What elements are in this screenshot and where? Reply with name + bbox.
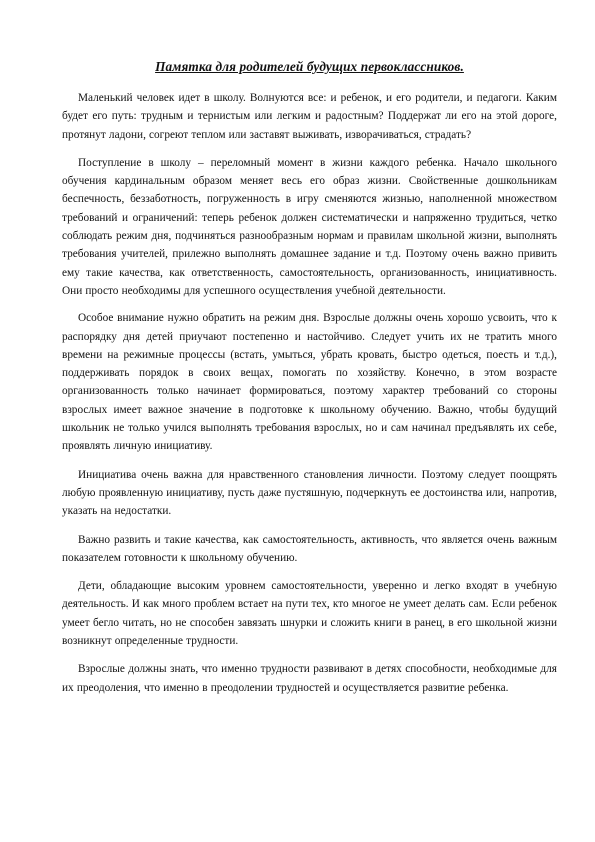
paragraph-difficulties: Взрослые должны знать, что именно трудности развивают в детях способности, необходимые для их преодоления, что именно в преодолении трудностей и осуществляется развитие ребенка. [62,663,557,694]
paragraph-independence: Важно развить и такие качества, как самостоятельность, активность, что является очень важным показателем готовности к школьному обучению. [62,533,557,564]
page-title: Памятка для родителей будущих первоклассников. [155,59,464,74]
paragraph-daily-routine: Особое внимание нужно обратить на режим дня. Взрослые должны очень хорошо усвоить, что к распорядку дня детей приучают постепенно и настойчиво. Следует учить их не тратить много времени на режимные процессы (встать, умыться, убрать кровать, быстро одеться, поесть и т.д.), поддерживать порядок в своих вещах, помогать по хозяйству. Конечно, в этом возрасте организованность только начинает формироваться, поэтому характер требований со стороны взрослых имеет важное значение в подготовке к школьному обучению. Важно, чтобы будущий школьник не только учился выполнять требования взрослых, но и сам начинал предъявлять их себе, проявлять личную инициативу. [62,312,557,453]
paragraph-self-reliance: Дети, обладающие высоким уровнем самостоятельности, уверенно и легко входят в учебную деятельность. И как много проблем встает на пути тех, кто многое не умеет делать сам. Если ребенок умеет бегло читать, но не способен завязать шнурки и сложить книги в ранец, в его школьной жизни возникнут определенные трудности. [62,580,557,648]
paragraph-intro: Маленький человек идет в школу. Волнуются все: и ребенок, и его родители, и педагоги. Каким будет его путь: трудным и тернистым или легким и радостным? Поддержат ли его на этой дороге, протянут ладони, согреют теплом или заставят выживать, изворачиваться, страдать? [62,92,557,141]
paragraph-initiative: Инициатива очень важна для нравственного становления личности. Поэтому следует поощрять любую проявленную инициативу, пусть даже пустяшную, подчеркнуть ее достоинства или, напротив, указать на недостатки. [62,468,557,518]
paragraph-school-entry: Поступление в школу – переломный момент в жизни каждого ребенка. Начало школьного обучения кардинальным образом меняет весь его образ жизни. Свойственные дошкольникам беспечность, беззаботность, погруженность в игру сменяются жизнью, наполненной множеством требований и ограничений: теперь ребенок должен систематически и напряженно трудиться, четко соблюдать режим дня, подчиняться разнообразным нормам и правилам школьной жизни, выполнять требования учителей, прилежно выполнять домашнее задание и т.д. Поэтому очень важно привить ему такие качества, как ответственность, самостоятельность, организованность, инициативность. Они просто необходимы для успешного осуществления учебной деятельности. [62,156,557,297]
